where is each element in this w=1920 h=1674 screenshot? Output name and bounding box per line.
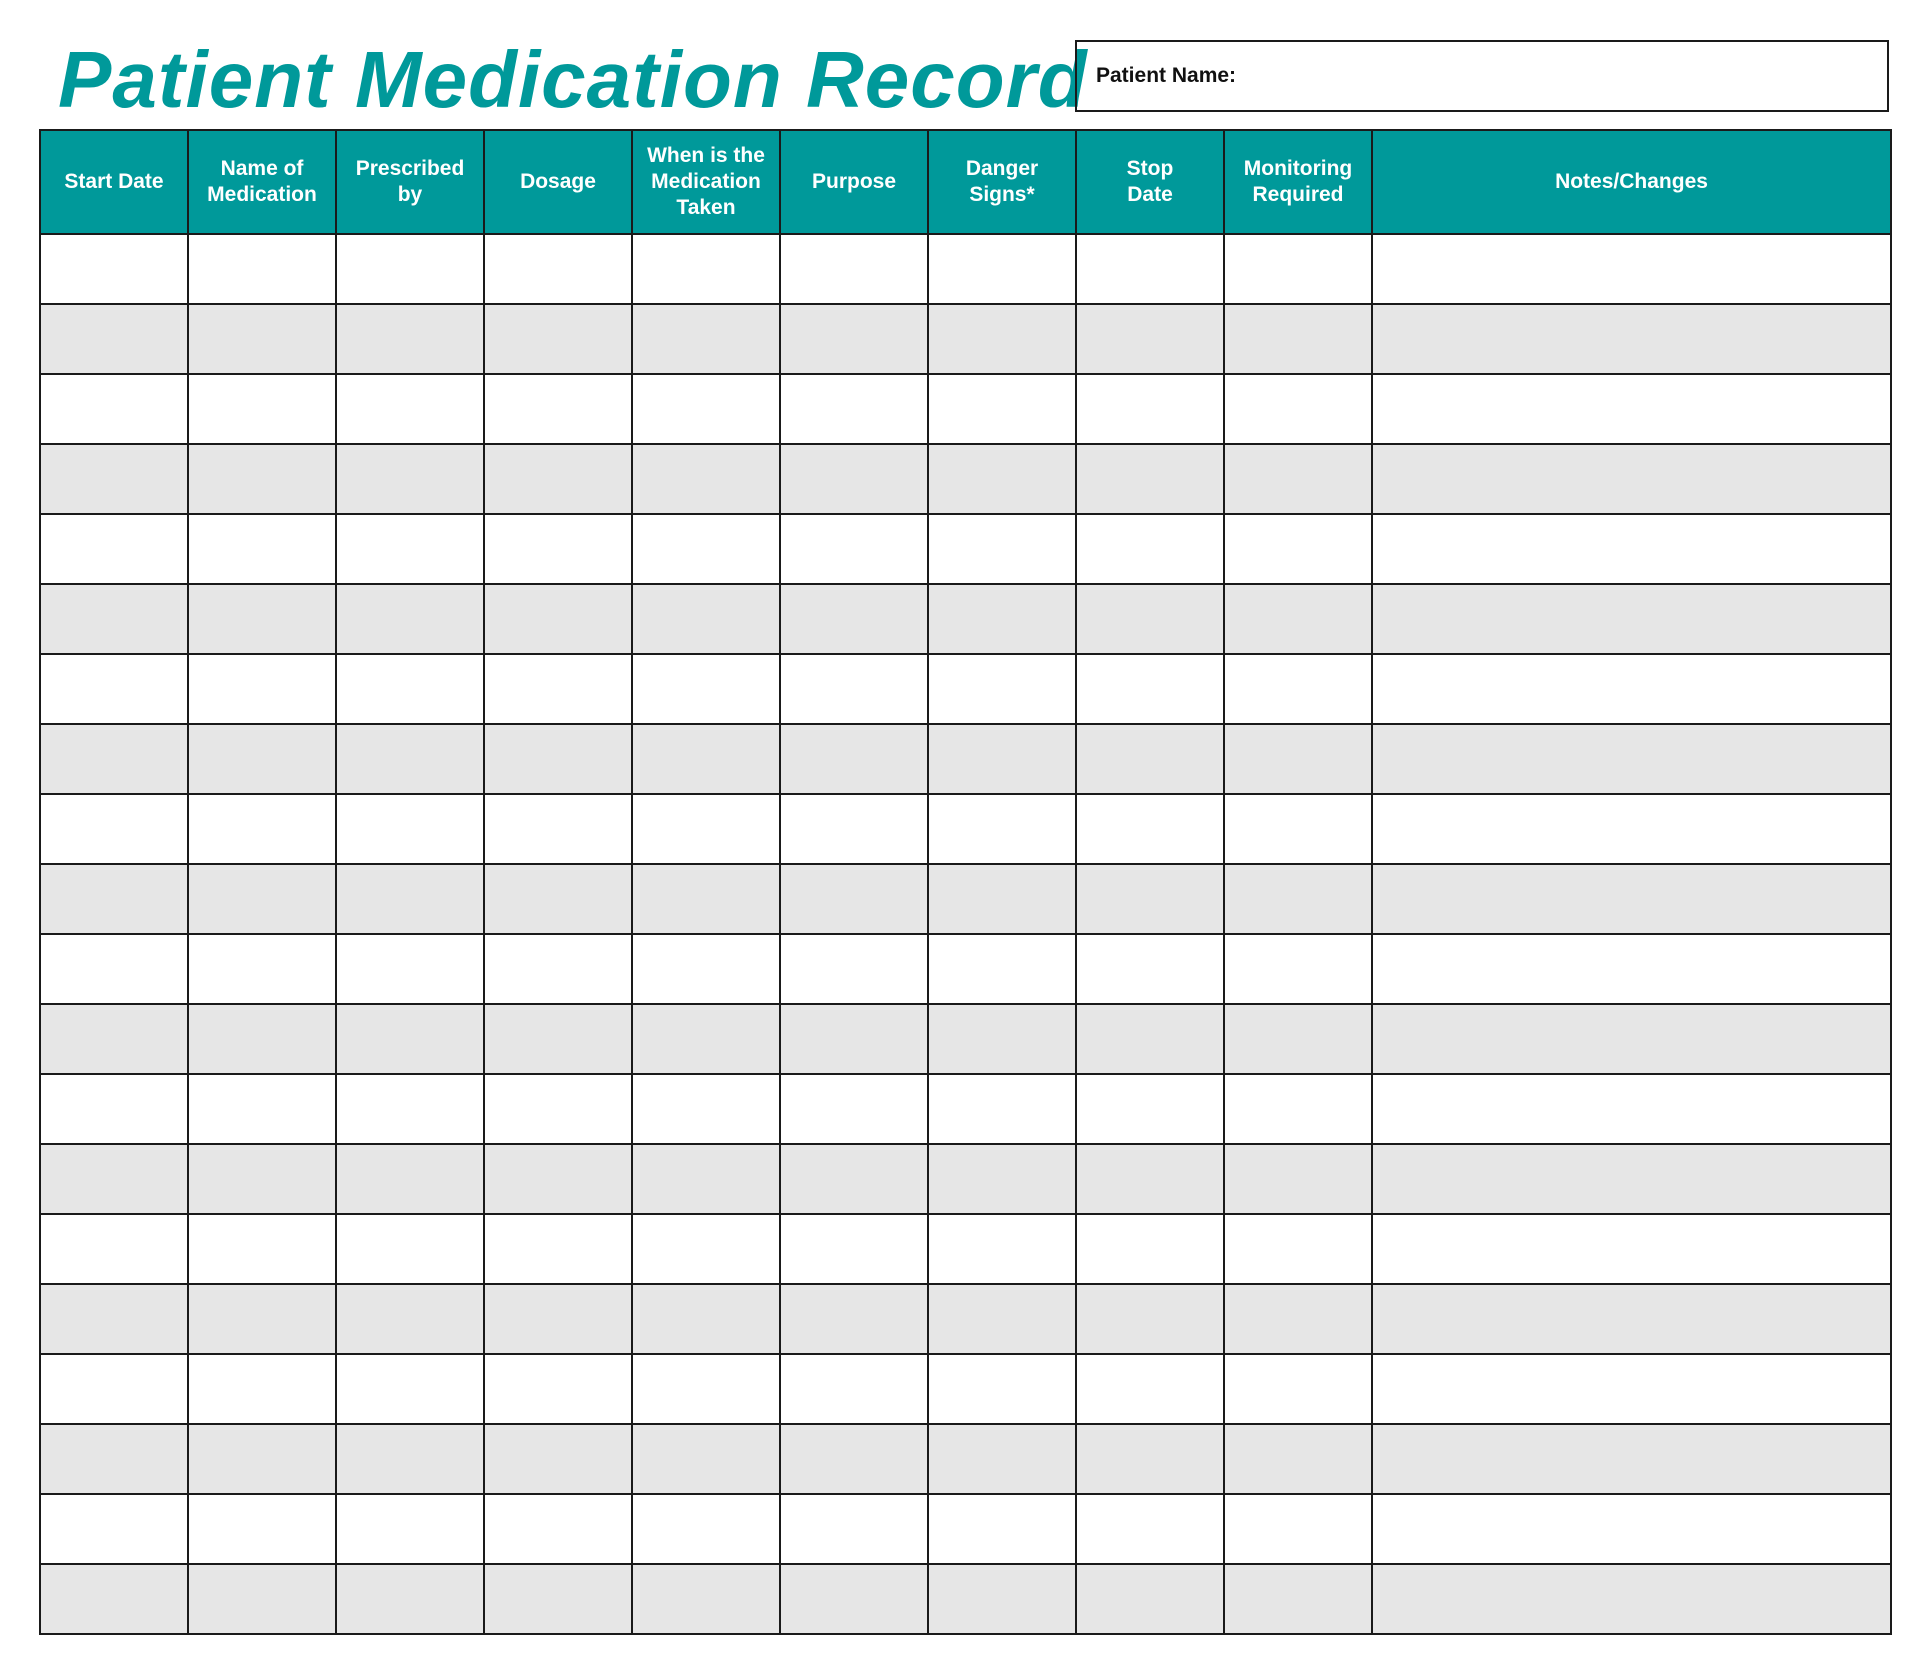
table-cell[interactable] — [1372, 1284, 1891, 1354]
table-cell[interactable] — [780, 1494, 928, 1564]
table-cell[interactable] — [484, 1424, 632, 1494]
table-cell[interactable] — [336, 1494, 484, 1564]
table-cell[interactable] — [336, 1144, 484, 1214]
table-cell[interactable] — [780, 1564, 928, 1634]
table-cell[interactable] — [928, 1354, 1076, 1424]
table-cell[interactable] — [484, 374, 632, 444]
page-title: Patient Medication Record — [58, 35, 1088, 124]
table-cell[interactable] — [188, 654, 336, 724]
table-cell[interactable] — [632, 1354, 780, 1424]
table-cell[interactable] — [40, 234, 188, 304]
table-row — [40, 1074, 1891, 1144]
table-cell[interactable] — [484, 724, 632, 794]
table-cell[interactable] — [188, 1424, 336, 1494]
table-cell[interactable] — [188, 1214, 336, 1284]
table-cell[interactable] — [632, 304, 780, 374]
table-cell[interactable] — [632, 1564, 780, 1634]
table-cell[interactable] — [188, 1144, 336, 1214]
table-cell[interactable] — [1076, 1284, 1224, 1354]
table-cell[interactable] — [928, 864, 1076, 934]
table-cell[interactable] — [1372, 1214, 1891, 1284]
table-header-row — [40, 130, 1891, 234]
table-cell[interactable] — [1076, 1144, 1224, 1214]
table-cell[interactable] — [632, 514, 780, 584]
table-cell[interactable] — [484, 1494, 632, 1564]
table-cell[interactable] — [336, 654, 484, 724]
table-cell[interactable] — [40, 1354, 188, 1424]
table-cell[interactable] — [1372, 1424, 1891, 1494]
patient-name-label: Patient Name: — [1096, 64, 1237, 87]
table-cell[interactable] — [928, 1564, 1076, 1634]
table-cell[interactable] — [336, 724, 484, 794]
table-cell[interactable] — [1372, 584, 1891, 654]
table-row — [40, 1214, 1891, 1284]
column-header-danger-signs: Danger Signs* — [928, 130, 1076, 234]
table-cell[interactable] — [336, 304, 484, 374]
table-cell[interactable] — [40, 304, 188, 374]
table-cell[interactable] — [780, 1424, 928, 1494]
table-cell[interactable] — [40, 1564, 188, 1634]
table-cell[interactable] — [780, 1214, 928, 1284]
table-cell[interactable] — [40, 1004, 188, 1074]
table-cell[interactable] — [1076, 514, 1224, 584]
table-cell[interactable] — [1372, 234, 1891, 304]
table-cell[interactable] — [780, 1284, 928, 1354]
table-cell[interactable] — [1076, 654, 1224, 724]
table-cell[interactable] — [632, 1144, 780, 1214]
table-cell[interactable] — [1224, 1284, 1372, 1354]
table-cell[interactable] — [188, 1004, 336, 1074]
table-cell[interactable] — [1076, 304, 1224, 374]
table-cell[interactable] — [780, 234, 928, 304]
table-cell[interactable] — [1076, 724, 1224, 794]
table-cell[interactable] — [632, 1284, 780, 1354]
column-header-stop-date: Stop Date — [1076, 130, 1224, 234]
table-cell[interactable] — [188, 374, 336, 444]
table-cell[interactable] — [484, 514, 632, 584]
table-cell[interactable] — [632, 1074, 780, 1144]
table-cell[interactable] — [1076, 1424, 1224, 1494]
table-cell[interactable] — [1224, 444, 1372, 514]
table-cell[interactable] — [1076, 864, 1224, 934]
table-cell[interactable] — [780, 1074, 928, 1144]
table-cell[interactable] — [484, 864, 632, 934]
table-row — [40, 794, 1891, 864]
table-cell[interactable] — [484, 1284, 632, 1354]
table-cell[interactable] — [928, 374, 1076, 444]
table-body — [40, 234, 1891, 1634]
column-header-monitoring-required: Monitoring Required — [1224, 130, 1372, 234]
table-cell[interactable] — [632, 444, 780, 514]
table-cell[interactable] — [632, 654, 780, 724]
table-cell[interactable] — [632, 1494, 780, 1564]
table-cell[interactable] — [1076, 1354, 1224, 1424]
table-cell[interactable] — [484, 1354, 632, 1424]
table-cell[interactable] — [632, 1214, 780, 1284]
table-cell[interactable] — [928, 1284, 1076, 1354]
table-cell[interactable] — [928, 1074, 1076, 1144]
table-cell[interactable] — [632, 934, 780, 1004]
table-cell[interactable] — [40, 934, 188, 1004]
table-cell[interactable] — [1372, 514, 1891, 584]
table-cell[interactable] — [336, 584, 484, 654]
patient-name-box — [1075, 40, 1889, 112]
table-cell[interactable] — [780, 304, 928, 374]
table-cell[interactable] — [1224, 1214, 1372, 1284]
table-cell[interactable] — [188, 724, 336, 794]
table-cell[interactable] — [928, 584, 1076, 654]
table-row — [40, 584, 1891, 654]
table-cell[interactable] — [188, 1354, 336, 1424]
column-header-dosage: Dosage — [484, 130, 632, 234]
table-row — [40, 304, 1891, 374]
table-cell[interactable] — [40, 584, 188, 654]
table-cell[interactable] — [928, 234, 1076, 304]
table-cell[interactable] — [40, 514, 188, 584]
table-cell[interactable] — [632, 1004, 780, 1074]
table-cell[interactable] — [1076, 1564, 1224, 1634]
table-row — [40, 1144, 1891, 1214]
table-cell[interactable] — [928, 724, 1076, 794]
table-row — [40, 864, 1891, 934]
table-cell[interactable] — [1372, 1354, 1891, 1424]
table-cell[interactable] — [928, 444, 1076, 514]
table-cell[interactable] — [1224, 1494, 1372, 1564]
table-cell[interactable] — [188, 234, 336, 304]
table-cell[interactable] — [1076, 794, 1224, 864]
table-cell[interactable] — [1372, 724, 1891, 794]
table-cell[interactable] — [1076, 1494, 1224, 1564]
table-cell[interactable] — [484, 584, 632, 654]
table-row — [40, 234, 1891, 304]
table-cell[interactable] — [780, 864, 928, 934]
table-cell[interactable] — [780, 1144, 928, 1214]
column-header-name-of-medication: Name of Medication — [188, 130, 336, 234]
table-cell[interactable] — [1372, 794, 1891, 864]
table-cell[interactable] — [1224, 864, 1372, 934]
table-cell[interactable] — [780, 1004, 928, 1074]
table-cell[interactable] — [336, 934, 484, 1004]
table-cell[interactable] — [1076, 374, 1224, 444]
table-cell[interactable] — [928, 304, 1076, 374]
table-cell[interactable] — [484, 1564, 632, 1634]
table-cell[interactable] — [336, 444, 484, 514]
table-cell[interactable] — [1224, 1354, 1372, 1424]
table-cell[interactable] — [336, 374, 484, 444]
table-cell[interactable] — [1372, 654, 1891, 724]
table-cell[interactable] — [780, 654, 928, 724]
table-cell[interactable] — [780, 444, 928, 514]
table-cell[interactable] — [1372, 934, 1891, 1004]
table-cell[interactable] — [484, 1214, 632, 1284]
table-cell[interactable] — [40, 1284, 188, 1354]
table-cell[interactable] — [780, 794, 928, 864]
table-row — [40, 1004, 1891, 1074]
table-cell[interactable] — [188, 864, 336, 934]
table-cell[interactable] — [188, 584, 336, 654]
table-cell[interactable] — [336, 1424, 484, 1494]
table-cell[interactable] — [1224, 374, 1372, 444]
table-cell[interactable] — [40, 1074, 188, 1144]
table-cell[interactable] — [928, 934, 1076, 1004]
table-cell[interactable] — [336, 1284, 484, 1354]
table-cell[interactable] — [1224, 1144, 1372, 1214]
table-row — [40, 514, 1891, 584]
table-row — [40, 1354, 1891, 1424]
table-cell[interactable] — [780, 584, 928, 654]
table-cell[interactable] — [928, 514, 1076, 584]
table-cell[interactable] — [1372, 1144, 1891, 1214]
table-cell[interactable] — [1224, 1074, 1372, 1144]
table-row — [40, 654, 1891, 724]
table-cell[interactable] — [1372, 444, 1891, 514]
table-cell[interactable] — [1076, 584, 1224, 654]
table-cell[interactable] — [1224, 724, 1372, 794]
table-cell[interactable] — [928, 794, 1076, 864]
table-cell[interactable] — [1372, 1564, 1891, 1634]
medication-table — [39, 129, 1892, 1635]
table-cell[interactable] — [1372, 374, 1891, 444]
table-cell[interactable] — [188, 1284, 336, 1354]
table-cell[interactable] — [632, 584, 780, 654]
table-cell[interactable] — [1076, 1074, 1224, 1144]
table-cell[interactable] — [1076, 234, 1224, 304]
table-cell[interactable] — [928, 1214, 1076, 1284]
table-cell[interactable] — [484, 1004, 632, 1074]
table-cell[interactable] — [188, 934, 336, 1004]
table-cell[interactable] — [1224, 584, 1372, 654]
column-header-notes-changes: Notes/Changes — [1372, 130, 1891, 234]
table-cell[interactable] — [40, 794, 188, 864]
table-cell[interactable] — [484, 934, 632, 1004]
column-header-when-taken: When is the Medication Taken — [632, 130, 780, 234]
table-cell[interactable] — [40, 724, 188, 794]
table-row — [40, 1494, 1891, 1564]
table-cell[interactable] — [1224, 794, 1372, 864]
table-cell[interactable] — [336, 1214, 484, 1284]
table-cell[interactable] — [780, 934, 928, 1004]
table-cell[interactable] — [40, 1144, 188, 1214]
table-cell[interactable] — [1076, 1004, 1224, 1074]
table-cell[interactable] — [928, 654, 1076, 724]
table-cell[interactable] — [1372, 304, 1891, 374]
table-cell[interactable] — [1372, 864, 1891, 934]
table-cell[interactable] — [632, 234, 780, 304]
table-cell[interactable] — [1224, 234, 1372, 304]
patient-name-input[interactable] — [1246, 41, 1887, 111]
table-cell[interactable] — [336, 1074, 484, 1144]
table-cell[interactable] — [188, 1564, 336, 1634]
table-cell[interactable] — [484, 794, 632, 864]
table-row — [40, 724, 1891, 794]
table-cell[interactable] — [928, 1424, 1076, 1494]
table-cell[interactable] — [484, 654, 632, 724]
table-cell[interactable] — [188, 794, 336, 864]
table-cell[interactable] — [632, 724, 780, 794]
table-cell[interactable] — [1224, 514, 1372, 584]
table-cell[interactable] — [780, 374, 928, 444]
table-cell[interactable] — [40, 864, 188, 934]
table-cell[interactable] — [780, 514, 928, 584]
table-cell[interactable] — [928, 1144, 1076, 1214]
table-cell[interactable] — [1224, 934, 1372, 1004]
table-cell[interactable] — [632, 374, 780, 444]
table-cell[interactable] — [188, 444, 336, 514]
table-cell[interactable] — [40, 374, 188, 444]
table-cell[interactable] — [336, 794, 484, 864]
table-cell[interactable] — [1076, 934, 1224, 1004]
table-cell[interactable] — [336, 864, 484, 934]
table-cell[interactable] — [1372, 1074, 1891, 1144]
column-header-start-date: Start Date — [40, 130, 188, 234]
table-cell[interactable] — [1372, 1004, 1891, 1074]
table-cell[interactable] — [484, 1144, 632, 1214]
table-cell[interactable] — [1224, 654, 1372, 724]
table-row — [40, 374, 1891, 444]
table-cell[interactable] — [1224, 1424, 1372, 1494]
table-cell[interactable] — [336, 1564, 484, 1634]
table-cell[interactable] — [188, 1074, 336, 1144]
table-cell[interactable] — [484, 444, 632, 514]
table-cell[interactable] — [632, 864, 780, 934]
table-row — [40, 1424, 1891, 1494]
table-cell[interactable] — [188, 304, 336, 374]
table-cell[interactable] — [188, 514, 336, 584]
table-cell[interactable] — [1224, 1004, 1372, 1074]
table-cell[interactable] — [632, 1424, 780, 1494]
table-cell[interactable] — [928, 1004, 1076, 1074]
table-cell[interactable] — [1076, 1214, 1224, 1284]
table-cell[interactable] — [484, 1074, 632, 1144]
table-cell[interactable] — [1224, 1564, 1372, 1634]
table-cell[interactable] — [40, 1214, 188, 1284]
table-cell[interactable] — [1224, 304, 1372, 374]
table-cell[interactable] — [1372, 1494, 1891, 1564]
table-cell[interactable] — [336, 1004, 484, 1074]
table-cell[interactable] — [40, 1424, 188, 1494]
table-row — [40, 1564, 1891, 1634]
column-header-purpose: Purpose — [780, 130, 928, 234]
table-cell[interactable] — [336, 234, 484, 304]
table-cell[interactable] — [484, 304, 632, 374]
table-cell[interactable] — [40, 1494, 188, 1564]
table-cell[interactable] — [336, 514, 484, 584]
table-cell[interactable] — [40, 654, 188, 724]
table-cell[interactable] — [928, 1494, 1076, 1564]
table-row — [40, 444, 1891, 514]
table-cell[interactable] — [780, 1354, 928, 1424]
table-cell[interactable] — [1076, 444, 1224, 514]
column-header-prescribed-by: Prescribed by — [336, 130, 484, 234]
table-cell[interactable] — [632, 794, 780, 864]
table-row — [40, 934, 1891, 1004]
table-cell[interactable] — [780, 724, 928, 794]
table-cell[interactable] — [40, 444, 188, 514]
table-cell[interactable] — [336, 1354, 484, 1424]
table-row — [40, 1284, 1891, 1354]
table-cell[interactable] — [484, 234, 632, 304]
table-cell[interactable] — [188, 1494, 336, 1564]
